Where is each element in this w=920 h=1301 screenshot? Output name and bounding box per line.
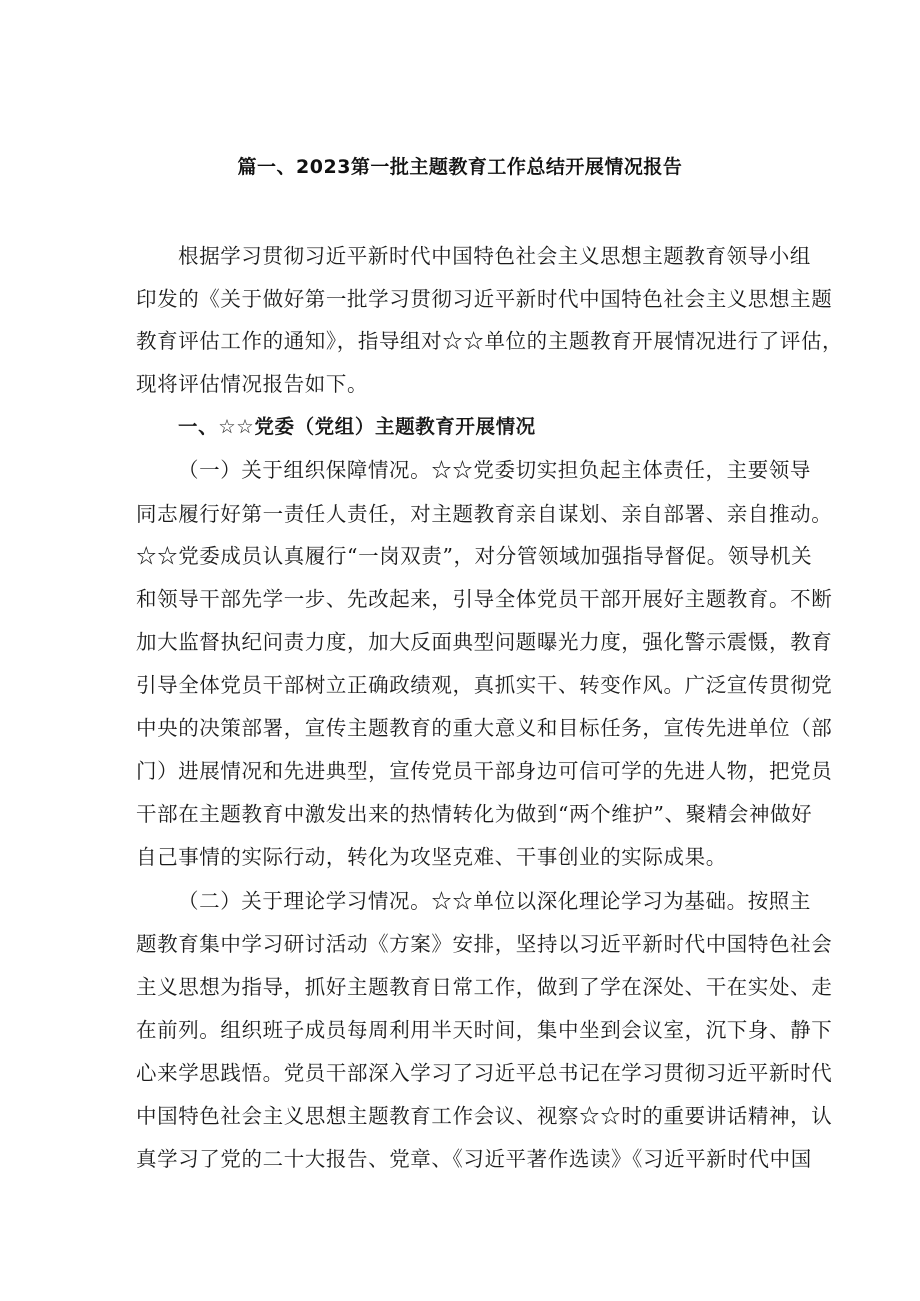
- paragraph-line: 根据学习贯彻习近平新时代中国特色社会主义思想主题教育领导小组: [178, 244, 811, 268]
- paragraph-line: 中央的决策部署，宣传主题教育的重大意义和目标任务，宣传先进单位（部: [136, 716, 833, 740]
- paragraph-line: 引导全体党员干部树立正确政绩观，真抓实干、转变作风。广泛宣传贯彻党: [136, 673, 833, 697]
- paragraph-line: 在前列。组织班子成员每周利用半天时间，集中坐到会议室，沉下身、静下: [136, 1018, 833, 1042]
- document-title: 篇一、2023第一批主题教育工作总结开展情况报告: [237, 156, 683, 178]
- paragraph-line: 主义思想为指导，抓好主题教育日常工作，做到了学在深处、干在实处、走: [136, 975, 833, 999]
- paragraph-line: 印发的《关于做好第一批学习贯彻习近平新时代中国特色社会主义思想主题: [136, 287, 833, 311]
- paragraph-line: 心来学思践悟。党员干部深入学习了习近平总书记在学习贯彻习近平新时代: [136, 1061, 833, 1085]
- paragraph-line: ☆☆党委成员认真履行“一岗双责”，对分管领域加强指导督促。领导机关: [136, 544, 813, 568]
- paragraph-line: 自己事情的实际行动，转化为攻坚克难、干事创业的实际成果。: [136, 845, 727, 869]
- paragraph-line: 门）进展情况和先进典型，宣传党员干部身边可信可学的先进人物，把党员: [136, 759, 833, 783]
- paragraph-line: （二）关于理论学习情况。☆☆单位以深化理论学习为基础。按照主: [178, 889, 811, 913]
- paragraph-line: 现将评估情况报告如下。: [136, 372, 369, 396]
- section-heading: 一、☆☆党委（党组）主题教育开展情况: [178, 415, 536, 438]
- paragraph-line: 教育评估工作的通知》，指导组对☆☆单位的主题教育开展情况进行了评估，: [136, 329, 844, 353]
- paragraph-line: 同志履行好第一责任人责任，对主题教育亲自谋划、亲自部署、亲自推动。: [136, 502, 833, 526]
- paragraph-line: 真学习了党的二十大报告、党章、《习近平著作选读》《习近平新时代中国: [136, 1147, 812, 1171]
- paragraph-line: 加大监督执纪问责力度，加大反面典型问题曝光力度，强化警示震慑，教育: [136, 630, 833, 654]
- paragraph-line: 中国特色社会主义思想主题教育工作会议、视察☆☆时的重要讲话精神，认: [136, 1104, 833, 1128]
- paragraph-line: （一）关于组织保障情况。☆☆党委切实担负起主体责任，主要领导: [178, 458, 811, 482]
- paragraph-line: 和领导干部先学一步、先改起来，引导全体党员干部开展好主题教育。不断: [136, 587, 833, 611]
- paragraph-line: 干部在主题教育中激发出来的热情转化为做到“两个维护”、聚精会神做好: [136, 802, 813, 826]
- paragraph-line: 题教育集中学习研讨活动《方案》安排，坚持以习近平新时代中国特色社会: [136, 932, 833, 956]
